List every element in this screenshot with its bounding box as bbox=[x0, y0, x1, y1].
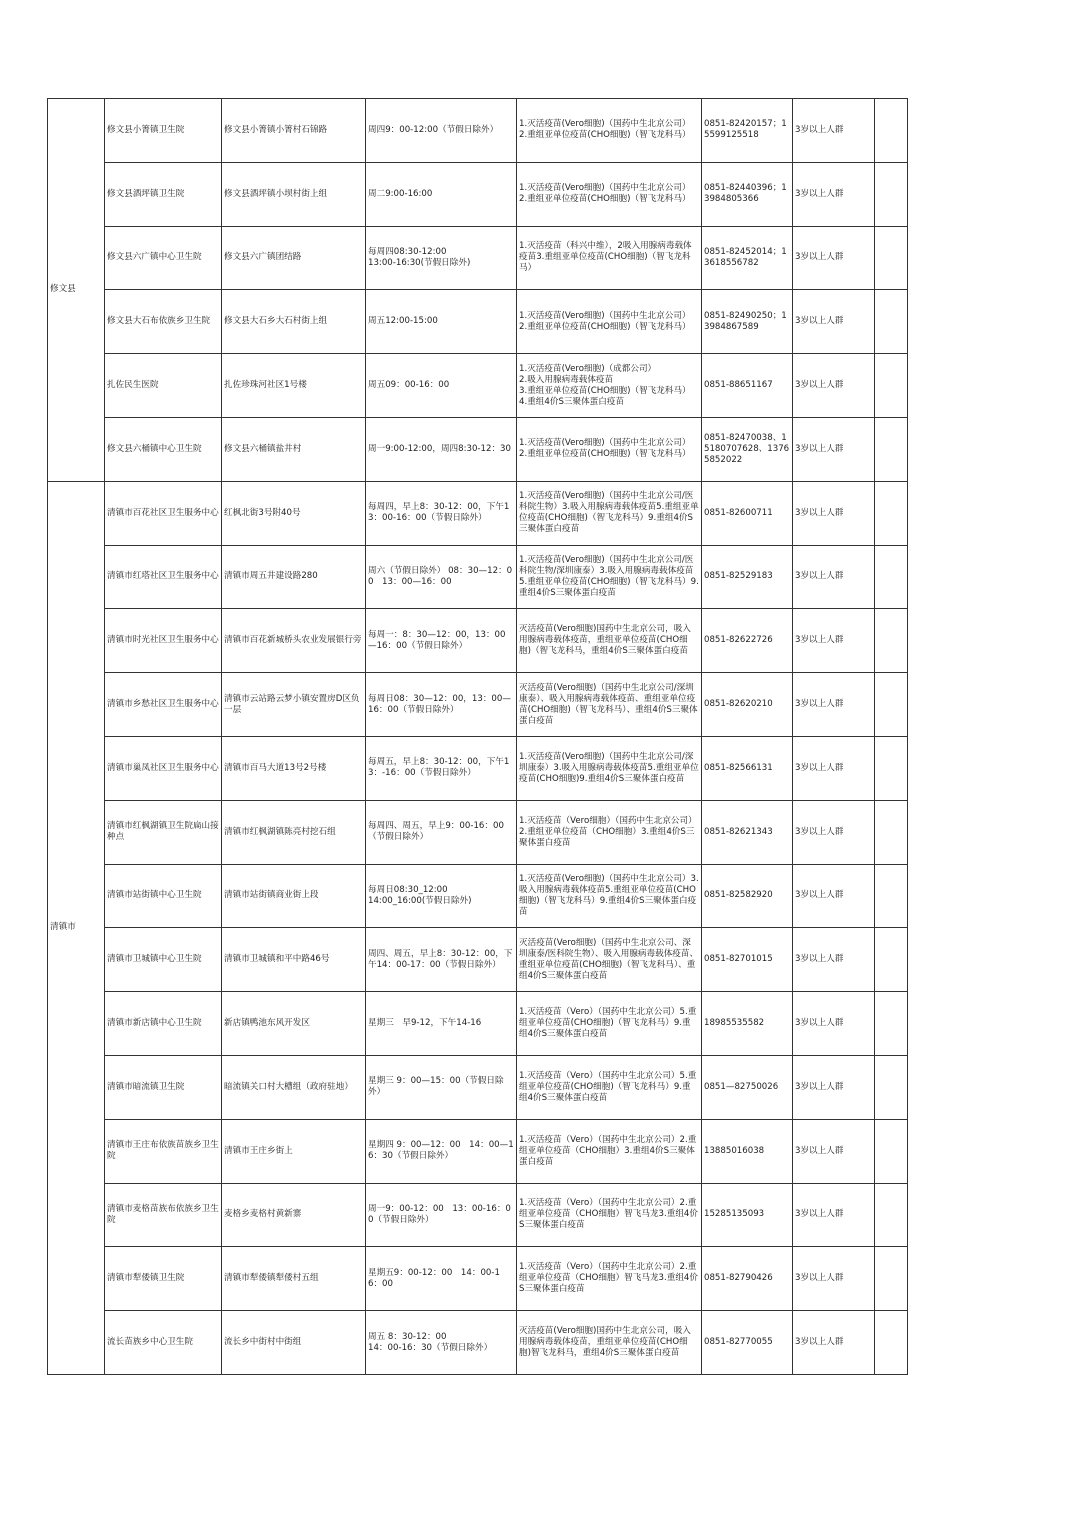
phone-cell: 0851-82790426 bbox=[702, 1247, 793, 1311]
site-name-cell: 清镇市王庄布依族苗族乡卫生院 bbox=[105, 1119, 222, 1183]
phone-cell: 0851-82452014；13618556782 bbox=[702, 226, 793, 290]
note-cell bbox=[875, 1247, 908, 1311]
target-group-cell: 3岁以上人群 bbox=[793, 800, 875, 864]
address-cell: 清镇市犁倭镇犁倭村五组 bbox=[222, 1247, 366, 1311]
site-name-cell: 修文县六桶镇中心卫生院 bbox=[105, 417, 222, 481]
vaccine-cell: 1.灭活疫苗(Vero细胞)（国药中生北京公司/深圳康泰）3.吸入用腺病毒载体疫苗5.重组亚单位疫苗(CHO细胞)9.重组4价S三聚体蛋白疫苗 bbox=[517, 736, 702, 800]
note-cell bbox=[875, 99, 908, 163]
hours-cell: 周一9:00-12:00，周四8:30-12：30 bbox=[366, 417, 517, 481]
target-group-cell: 3岁以上人群 bbox=[793, 673, 875, 737]
address-cell: 清镇市红枫湖镇陈亮村挖石组 bbox=[222, 800, 366, 864]
vaccine-cell: 1.灭活疫苗（Vero）（国药中生北京公司）5.重组亚单位疫苗(CHO细胞)（智飞龙科马）9.重组4价S三聚体蛋白疫苗 bbox=[517, 992, 702, 1056]
note-cell bbox=[875, 992, 908, 1056]
hours-cell: 周一9：00-12：00 13：00-16：00（节假日除外） bbox=[366, 1183, 517, 1247]
table-row bbox=[48, 609, 908, 673]
address-cell: 清镇市百马大道13号2号楼 bbox=[222, 736, 366, 800]
target-group-cell: 3岁以上人群 bbox=[793, 992, 875, 1056]
table-row bbox=[48, 1247, 908, 1311]
table-row bbox=[48, 736, 908, 800]
target-group-cell: 3岁以上人群 bbox=[793, 226, 875, 290]
phone-cell: 0851-82701015 bbox=[702, 928, 793, 992]
note-cell bbox=[875, 290, 908, 354]
target-group-cell: 3岁以上人群 bbox=[793, 609, 875, 673]
hours-cell: 周四9：00-12:00（节假日除外） bbox=[366, 99, 517, 163]
address-cell: 红枫北街3号附40号 bbox=[222, 481, 366, 545]
target-group-cell: 3岁以上人群 bbox=[793, 864, 875, 928]
site-name-cell: 清镇市红枫湖镇卫生院扁山接种点 bbox=[105, 800, 222, 864]
hours-cell: 每周五，早上8：30-12：00，下午13：-16：00（节假日除外） bbox=[366, 736, 517, 800]
table-row bbox=[48, 354, 908, 418]
target-group-cell: 3岁以上人群 bbox=[793, 354, 875, 418]
address-cell: 清镇市站街镇商业街上段 bbox=[222, 864, 366, 928]
site-name-cell: 清镇市百花社区卫生服务中心 bbox=[105, 481, 222, 545]
phone-cell: 0851-82621343 bbox=[702, 800, 793, 864]
hours-cell: 周六（节假日除外） 08：30—12：00 13：00—16：00 bbox=[366, 545, 517, 609]
note-cell bbox=[875, 545, 908, 609]
note-cell bbox=[875, 1119, 908, 1183]
table-row bbox=[48, 481, 908, 545]
address-cell: 清镇市云站路云梦小镇安置房D区负一层 bbox=[222, 673, 366, 737]
hours-cell: 周五12:00-15:00 bbox=[366, 290, 517, 354]
address-cell: 麦格乡麦格村黄新寨 bbox=[222, 1183, 366, 1247]
phone-cell: 13885016038 bbox=[702, 1119, 793, 1183]
address-cell: 修文县大石乡大石村街上组 bbox=[222, 290, 366, 354]
hours-cell: 每周四，早上8：30-12：00，下午13：00-16：00（节假日除外） bbox=[366, 481, 517, 545]
hours-cell: 每周四、周五，早上9：00-16：00（节假日除外） bbox=[366, 800, 517, 864]
vaccination-sites-table bbox=[47, 98, 908, 1375]
site-name-cell: 清镇市暗流镇卫生院 bbox=[105, 1055, 222, 1119]
site-name-cell: 修文县六广镇中心卫生院 bbox=[105, 226, 222, 290]
site-name-cell: 修文县大石布依族乡卫生院 bbox=[105, 290, 222, 354]
target-group-cell: 3岁以上人群 bbox=[793, 481, 875, 545]
phone-cell: 0851-82620210 bbox=[702, 673, 793, 737]
target-group-cell: 3岁以上人群 bbox=[793, 1183, 875, 1247]
hours-cell: 周四、周五，早上8：30-12：00，下午14：00-17：00（节假日除外） bbox=[366, 928, 517, 992]
phone-cell: 0851-82582920 bbox=[702, 864, 793, 928]
address-cell: 扎佐珍珠河社区1号楼 bbox=[222, 354, 366, 418]
note-cell bbox=[875, 417, 908, 481]
phone-cell: 15285135093 bbox=[702, 1183, 793, 1247]
phone-cell: 0851-82566131 bbox=[702, 736, 793, 800]
site-name-cell: 流长苗族乡中心卫生院 bbox=[105, 1311, 222, 1375]
site-name-cell: 清镇市站街镇中心卫生院 bbox=[105, 864, 222, 928]
table-row bbox=[48, 162, 908, 226]
note-cell bbox=[875, 1183, 908, 1247]
target-group-cell: 3岁以上人群 bbox=[793, 545, 875, 609]
vaccine-cell: 1.灭活疫苗（Vero）（国药中生北京公司）5.重组亚单位疫苗(CHO细胞)（智飞龙科马）9.重组4价S三聚体蛋白疫苗 bbox=[517, 1055, 702, 1119]
target-group-cell: 3岁以上人群 bbox=[793, 1247, 875, 1311]
vaccine-cell: 1.灭活疫苗(Vero细胞)（国药中生北京公司）3.吸入用腺病毒载体疫苗5.重组亚单位疫苗(CHO细胞)（智飞龙科马）9.重组4价S三聚体蛋白疫苗 bbox=[517, 864, 702, 928]
table-row bbox=[48, 417, 908, 481]
note-cell bbox=[875, 162, 908, 226]
table-row bbox=[48, 992, 908, 1056]
hours-cell: 星期四 9：00—12：00 14：00—16：30（节假日除外） bbox=[366, 1119, 517, 1183]
table-row bbox=[48, 1311, 908, 1375]
site-name-cell: 清镇市乡愁社区卫生服务中心 bbox=[105, 673, 222, 737]
table-row bbox=[48, 290, 908, 354]
address-cell: 清镇市王庄乡街上 bbox=[222, 1119, 366, 1183]
site-name-cell: 修文县小箐镇卫生院 bbox=[105, 99, 222, 163]
site-name-cell: 清镇市红塔社区卫生服务中心 bbox=[105, 545, 222, 609]
vaccine-cell: 1.灭活疫苗（Vero）（国药中生北京公司）2.重组亚单位疫苗（CHO细胞）智飞马龙3.重组4价S三聚体蛋白疫苗 bbox=[517, 1183, 702, 1247]
vaccine-cell: 灭活疫苗(Vero细胞)国药中生北京公司，吸入用腺病毒载体疫苗，重组亚单位疫苗(CHO细胞)智飞龙科马，重组4价S三聚体蛋白疫苗 bbox=[517, 1311, 702, 1375]
vaccine-cell: 1.灭活疫苗（Vero）（国药中生北京公司）2.重组亚单位疫苗（CHO细胞）3.重组4价S三聚体蛋白疫苗 bbox=[517, 1119, 702, 1183]
target-group-cell: 3岁以上人群 bbox=[793, 417, 875, 481]
site-name-cell: 清镇市时光社区卫生服务中心 bbox=[105, 609, 222, 673]
target-group-cell: 3岁以上人群 bbox=[793, 1311, 875, 1375]
note-cell bbox=[875, 1311, 908, 1375]
hours-cell: 每周一：8：30—12：00，13：00—16：00（节假日除外） bbox=[366, 609, 517, 673]
target-group-cell: 3岁以上人群 bbox=[793, 1119, 875, 1183]
hours-cell: 星期三 早9-12，下午14-16 bbox=[366, 992, 517, 1056]
note-cell bbox=[875, 928, 908, 992]
note-cell bbox=[875, 1055, 908, 1119]
note-cell bbox=[875, 354, 908, 418]
vaccine-cell: 1.灭活疫苗(Vero细胞)（成都公司） 2.吸入用腺病毒载体疫苗 3.重组亚单位疫苗(CHO细胞)（智飞龙科马） 4.重组4价S三聚体蛋白疫苗 bbox=[517, 354, 702, 418]
note-cell bbox=[875, 864, 908, 928]
site-name-cell: 清镇市巢凤社区卫生服务中心 bbox=[105, 736, 222, 800]
address-cell: 暗流镇关口村大槽组（政府驻地） bbox=[222, 1055, 366, 1119]
hours-cell: 每周四08:30-12:00 13:00-16:30(节假日除外) bbox=[366, 226, 517, 290]
target-group-cell: 3岁以上人群 bbox=[793, 736, 875, 800]
vaccine-cell: 灭活疫苗(Vero细胞)（国药中生北京公司、深圳康泰/医科院生物）、吸入用腺病毒载体疫苗、重组亚单位疫苗(CHO细胞)（智飞龙科马）、重组4价S三聚体蛋白疫苗 bbox=[517, 928, 702, 992]
phone-cell: 0851-82490250；13984867589 bbox=[702, 290, 793, 354]
region-cell: 清镇市 bbox=[48, 481, 105, 1374]
address-cell: 修文县酒坪镇小坝村街上组 bbox=[222, 162, 366, 226]
note-cell bbox=[875, 609, 908, 673]
phone-cell: 0851—82750026 bbox=[702, 1055, 793, 1119]
vaccine-cell: 1.灭活疫苗(Vero细胞)（国药中生北京公司） 2.重组亚单位疫苗(CHO细胞)（智飞龙科马） bbox=[517, 162, 702, 226]
hours-cell: 周五09：00-16：00 bbox=[366, 354, 517, 418]
site-name-cell: 清镇市犁倭镇卫生院 bbox=[105, 1247, 222, 1311]
vaccine-cell: 1.灭活疫苗(Vero细胞)（国药中生北京公司/医科院生物）3.吸入用腺病毒载体疫苗5.重组亚单位疫苗(CHO细胞)（智飞龙科马）9.重组4价S三聚体蛋白疫苗 bbox=[517, 481, 702, 545]
note-cell bbox=[875, 481, 908, 545]
table-body bbox=[48, 99, 908, 1375]
phone-cell: 0851-88651167 bbox=[702, 354, 793, 418]
target-group-cell: 3岁以上人群 bbox=[793, 1055, 875, 1119]
hours-cell: 星期三 9：00—15：00（节假日除外） bbox=[366, 1055, 517, 1119]
table-row bbox=[48, 99, 908, 163]
vaccine-cell: 灭活疫苗(Vero细胞)（国药中生北京公司/深圳康泰）、吸入用腺病毒载体疫苗、重组亚单位疫苗(CHO细胞)（智飞龙科马）、重组4价S三聚体蛋白疫苗 bbox=[517, 673, 702, 737]
hours-cell: 每周日08:30_12:00 14:00_16:00(节假日除外) bbox=[366, 864, 517, 928]
address-cell: 清镇市卫城镇和平中路46号 bbox=[222, 928, 366, 992]
target-group-cell: 3岁以上人群 bbox=[793, 928, 875, 992]
table-row bbox=[48, 545, 908, 609]
table-row bbox=[48, 800, 908, 864]
table-row bbox=[48, 928, 908, 992]
hours-cell: 星期五9：00-12：00 14：00-16：00 bbox=[366, 1247, 517, 1311]
note-cell bbox=[875, 736, 908, 800]
address-cell: 清镇市周五井建设路280 bbox=[222, 545, 366, 609]
address-cell: 修文县六广镇团结路 bbox=[222, 226, 366, 290]
phone-cell: 0851-82600711 bbox=[702, 481, 793, 545]
hours-cell: 周二9:00-16:00 bbox=[366, 162, 517, 226]
target-group-cell: 3岁以上人群 bbox=[793, 162, 875, 226]
vaccine-cell: 1.灭活疫苗(Vero细胞)（国药中生北京公司/医科院生物/深圳康泰）3.吸入用腺病毒载体疫苗5.重组亚单位疫苗(CHO细胞)（智飞龙科马）9.重组4价S三聚体蛋白疫苗 bbox=[517, 545, 702, 609]
table-row bbox=[48, 864, 908, 928]
hours-cell: 周五 8：30-12：00 14：00-16：30（节假日除外） bbox=[366, 1311, 517, 1375]
phone-cell: 0851-82440396；13984805366 bbox=[702, 162, 793, 226]
target-group-cell: 3岁以上人群 bbox=[793, 99, 875, 163]
phone-cell: 0851-82529183 bbox=[702, 545, 793, 609]
region-cell: 修文县 bbox=[48, 99, 105, 482]
site-name-cell: 扎佐民生医院 bbox=[105, 354, 222, 418]
phone-cell: 0851-82770055 bbox=[702, 1311, 793, 1375]
table-row bbox=[48, 673, 908, 737]
target-group-cell: 3岁以上人群 bbox=[793, 290, 875, 354]
vaccine-cell: 1.灭活疫苗(Vero细胞)（国药中生北京公司） 2.重组亚单位疫苗(CHO细胞)（智飞龙科马） bbox=[517, 99, 702, 163]
vaccine-cell: 1.灭活疫苗（Vero细胞）（国药中生北京公司）2.重组亚单位疫苗（CHO细胞）3.重组4价S三聚体蛋白疫苗 bbox=[517, 800, 702, 864]
site-name-cell: 清镇市卫城镇中心卫生院 bbox=[105, 928, 222, 992]
note-cell bbox=[875, 800, 908, 864]
phone-cell: 0851-82622726 bbox=[702, 609, 793, 673]
phone-cell: 0851-82470038、15180707628、13765852022 bbox=[702, 417, 793, 481]
address-cell: 修文县六桶镇盐井村 bbox=[222, 417, 366, 481]
vaccine-cell: 1.灭活疫苗(Vero细胞)（国药中生北京公司） 2.重组亚单位疫苗(CHO细胞)（智飞龙科马） bbox=[517, 290, 702, 354]
vaccine-cell: 1.灭活疫苗（科兴中维），2吸入用腺病毒载体疫苗3.重组亚单位疫苗(CHO细胞)（智飞龙科马） bbox=[517, 226, 702, 290]
address-cell: 新店镇鸭池东风开发区 bbox=[222, 992, 366, 1056]
address-cell: 清镇市百花新城桥头农业发展银行旁 bbox=[222, 609, 366, 673]
vaccine-cell: 1.灭活疫苗(Vero细胞)（国药中生北京公司） 2.重组亚单位疫苗(CHO细胞)（智飞龙科马） bbox=[517, 417, 702, 481]
site-name-cell: 清镇市新店镇中心卫生院 bbox=[105, 992, 222, 1056]
table-row bbox=[48, 1055, 908, 1119]
phone-cell: 0851-82420157；15599125518 bbox=[702, 99, 793, 163]
note-cell bbox=[875, 226, 908, 290]
hours-cell: 每周日08：30—12：00，13：00—16：00（节假日除外） bbox=[366, 673, 517, 737]
note-cell bbox=[875, 673, 908, 737]
phone-cell: 18985535582 bbox=[702, 992, 793, 1056]
site-name-cell: 修文县酒坪镇卫生院 bbox=[105, 162, 222, 226]
address-cell: 流长乡中街村中街组 bbox=[222, 1311, 366, 1375]
table-row bbox=[48, 1183, 908, 1247]
address-cell: 修文县小箐镇小箐村石锦路 bbox=[222, 99, 366, 163]
vaccine-cell: 1.灭活疫苗（Vero）（国药中生北京公司）2.重组亚单位疫苗（CHO细胞）智飞马龙3.重组4价S三聚体蛋白疫苗 bbox=[517, 1247, 702, 1311]
vaccine-cell: 灭活疫苗(Vero细胞)国药中生北京公司，吸入用腺病毒载体疫苗，重组亚单位疫苗(CHO细胞)（智飞龙科马，重组4价S三聚体蛋白疫苗 bbox=[517, 609, 702, 673]
table-row bbox=[48, 226, 908, 290]
table-row bbox=[48, 1119, 908, 1183]
site-name-cell: 清镇市麦格苗族布依族乡卫生院 bbox=[105, 1183, 222, 1247]
